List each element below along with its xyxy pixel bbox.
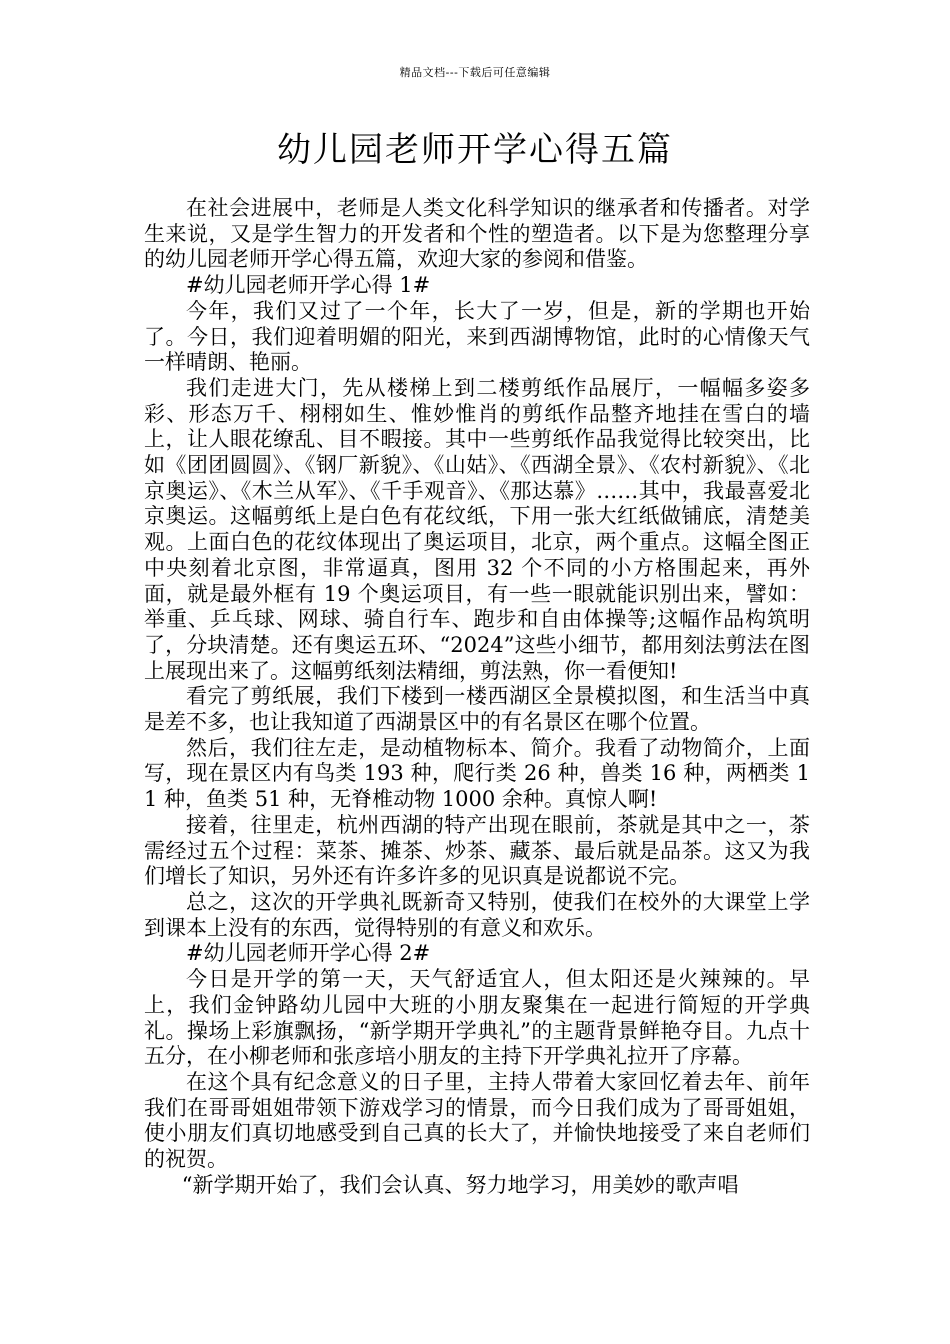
body-paragraph: 在这个具有纪念意义的日子里，主持人带着大家回忆着去年、前年我们在哥哥姐姐带领下游戏学习的情景，而今日我们成为了哥哥姐姐，使小朋友们真切地感受到自己真的长大了，并愉快地接受了来自老师们的祝贺。: [144, 1069, 810, 1172]
body-paragraph: 今年，我们又过了一个年，长大了一岁，但是，新的学期也开始了。今日，我们迎着明媚的阳光，来到西湖博物馆，此时的心情像天气一样晴朗、艳丽。: [144, 298, 810, 375]
section-heading: #幼儿园老师开学心得 1#: [186, 273, 431, 298]
body-paragraph: “新学期开始了，我们会认真、努力地学习，用美妙的歌声唱: [181, 1172, 739, 1197]
intro-paragraph: 在社会进展中，老师是人类文化科学知识的继承者和传播者。对学生来说，又是学生智力的开发者和个性的塑造者。以下是为您整理分享的幼儿园老师开学心得五篇，欢迎大家的参阅和借鉴。: [144, 196, 810, 272]
section-heading: #幼儿园老师开学心得 2#: [186, 941, 431, 966]
header-note: 精品文档---下载后可任意编辑: [399, 66, 551, 79]
body-paragraph: 看完了剪纸展，我们下楼到一楼西湖区全景模拟图，和生活当中真是差不多，也让我知道了西湖景区中的有名景区在哪个位置。: [144, 684, 810, 735]
body-paragraph: 今日是开学的第一天，天气舒适宜人，但太阳还是火辣辣的。早上，我们金钟路幼儿园中大班的小朋友聚集在一起进行简短的开学典礼。操场上彩旗飘扬，“新学期开学典礼”的主题背景鲜艳夺目。九点十五分，在小柳老师和张彦培小朋友的主持下开学典礼拉开了序幕。: [144, 967, 810, 1069]
document-title: 幼儿园老师开学心得五篇: [277, 130, 673, 170]
document-body: [144, 196, 810, 1198]
body-paragraph: 总之，这次的开学典礼既新奇又特别，使我们在校外的大课堂上学到课本上没有的东西，觉得特别的有意义和欢乐。: [144, 889, 810, 940]
body-paragraph: 然后，我们往左走，是动植物标本、简介。我看了动物简介，上面写，现在景区内有鸟类 193 种，爬行类 26 种，兽类 16 种，两栖类 11 种，鱼类 51 种，无脊椎动物 1000 余种。真惊人啊!: [144, 735, 810, 812]
body-paragraph: 接着，往里走，杭州西湖的特产出现在眼前，茶就是其中之一，茶需经过五个过程：菜茶、摊茶、炒茶、藏茶、最后就是品茶。这又为我们增长了知识，另外还有许多许多的见识真是说都说不完。: [144, 812, 810, 889]
body-paragraph: 我们走进大门，先从楼梯上到二楼剪纸作品展厅，一幅幅多姿多彩、形态万千、栩栩如生、惟妙惟肖的剪纸作品整齐地挂在雪白的墙上，让人眼花缭乱、目不暇接。其中一些剪纸作品我觉得比较突出，比如《团团圆圆》、《钢厂新貌》、《山姑》、《西湖全景》、《农村新貌》、《北京奥运》、《木兰从军》、《千手观音》、《那达慕》……其中，我最喜爱北京奥运。这幅剪纸上是白色有花纹纸，下用一张大红纸做铺底，清楚美观。上面白色的花纹体现出了奥运项目，北京，两个重点。这幅全图正中央刻着北京图，非常逼真，图用 32 个不同的小方格围起来，再外面，就是最外框有 19 个奥运项目，有一些一眼就能识别出来，譬如：举重、乒乓球、网球、骑自行车、跑步和自由体操等;这幅作品构筑明了，分块清楚。还有奥运五环、“2024”这些小细节，都用刻法剪法在图上展现出来了。这幅剪纸刻法精细，剪法熟，你一看便知!: [144, 375, 810, 683]
